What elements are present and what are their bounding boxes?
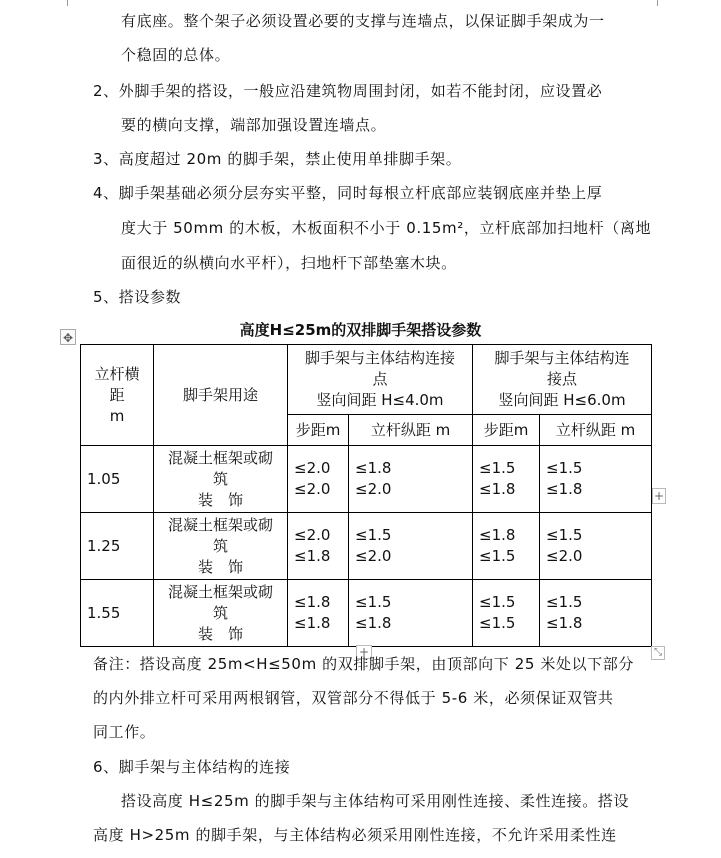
subheader-long-1: 立杆纵距 m: [349, 415, 473, 446]
cell-g2-step: ≤1.8 ≤1.5: [473, 513, 540, 580]
cell-usage: 混凝土框架或砌 筑 装 饰: [154, 580, 288, 647]
cell-usage: 混凝土框架或砌 筑 装 饰: [154, 513, 288, 580]
note-line: 同工作。: [93, 723, 156, 741]
cell-g1-step: ≤2.0 ≤1.8: [288, 513, 349, 580]
cell-g2-long: ≤1.5 ≤1.8: [540, 580, 652, 647]
cell-g2-long: ≤1.5 ≤2.0: [540, 513, 652, 580]
list-item-2: 2、外脚手架的搭设，一般应沿建筑物周围封闭，如若不能封闭，应设置必: [93, 82, 603, 100]
list-item-2-cont: 要的横向支撑，端部加强设置连墙点。: [121, 116, 387, 134]
list-item-4-cont: 面很近的纵横向水平杆），扫地杆下部垫塞木块。: [121, 254, 457, 272]
list-item-5: 5、搭设参数: [93, 288, 182, 306]
cell-g1-long: ≤1.5 ≤2.0: [349, 513, 473, 580]
subheader-step-2: 步距m: [473, 415, 540, 446]
table-move-icon[interactable]: ✥: [60, 329, 76, 345]
cell-g1-long: ≤1.8 ≤2.0: [349, 446, 473, 513]
cell-g1-step: ≤1.8 ≤1.8: [288, 580, 349, 647]
cell-g1-long: ≤1.5 ≤1.8: [349, 580, 473, 647]
cell-g2-step: ≤1.5 ≤1.8: [473, 446, 540, 513]
header-usage: 脚手架用途: [154, 345, 288, 446]
note-line: 的内外排立杆可采用两根钢管，双管部分不得低于 5-6 米，必须保证双管共: [93, 689, 614, 707]
table-row: [81, 513, 652, 580]
list-item-3: 3、高度超过 20m 的脚手架，禁止使用单排脚手架。: [93, 150, 462, 168]
note-line: 备注：搭设高度 25m<H≤50m 的双排脚手架，由顶部向下 25 米处以下部分: [93, 655, 634, 673]
paragraph-line: 搭设高度 H≤25m 的脚手架与主体结构可采用刚性连接、柔性连接。搭设: [121, 792, 630, 810]
cell-g2-step: ≤1.5 ≤1.5: [473, 580, 540, 647]
cell-g1-step: ≤2.0 ≤2.0: [288, 446, 349, 513]
table-row: [81, 580, 652, 647]
add-row-icon[interactable]: +: [653, 489, 665, 503]
table-resize-icon[interactable]: ⤡: [651, 646, 665, 660]
cell-g2-long: ≤1.5 ≤1.8: [540, 446, 652, 513]
list-item-4: 4、脚手架基础必须分层夯实平整，同时每根立杆底部应装钢底座并垫上厚: [93, 184, 603, 202]
subheader-long-2: 立杆纵距 m: [540, 415, 652, 446]
table-row: [81, 446, 652, 513]
page-margin-mark-left: [67, 0, 68, 6]
paragraph-line: 有底座。整个架子必须设置必要的支撑与连墙点，以保证脚手架成为一: [121, 12, 605, 30]
header-group-2: 脚手架与主体结构连 接点 竖向间距 H≤6.0m: [473, 345, 652, 415]
paragraph-line: 高度 H>25m 的脚手架，与主体结构必须采用刚性连接，不允许采用柔性连: [93, 826, 617, 844]
page-margin-mark-right: [657, 0, 658, 6]
header-group-1: 脚手架与主体结构连接 点 竖向间距 H≤4.0m: [288, 345, 473, 415]
header-spacing: 立杆横 距 m: [81, 345, 154, 446]
list-item-4-cont: 度大于 50mm 的木板，木板面积不小于 0.15m²，立杆底部加扫地杆（离地: [121, 219, 652, 237]
section-heading-6: 6、脚手架与主体结构的连接: [93, 758, 291, 776]
subheader-step-1: 步距m: [288, 415, 349, 446]
scaffold-parameter-table: [80, 344, 652, 647]
paragraph-line: 个稳固的总体。: [121, 46, 231, 64]
cell-spacing: 1.25: [81, 513, 154, 580]
cell-spacing: 1.05: [81, 446, 154, 513]
table-title: 高度H≤25m的双排脚手架搭设参数: [239, 321, 482, 339]
cell-spacing: 1.55: [81, 580, 154, 647]
cell-usage: 混凝土框架或砌 筑 装 饰: [154, 446, 288, 513]
add-column-icon[interactable]: +: [356, 645, 372, 659]
